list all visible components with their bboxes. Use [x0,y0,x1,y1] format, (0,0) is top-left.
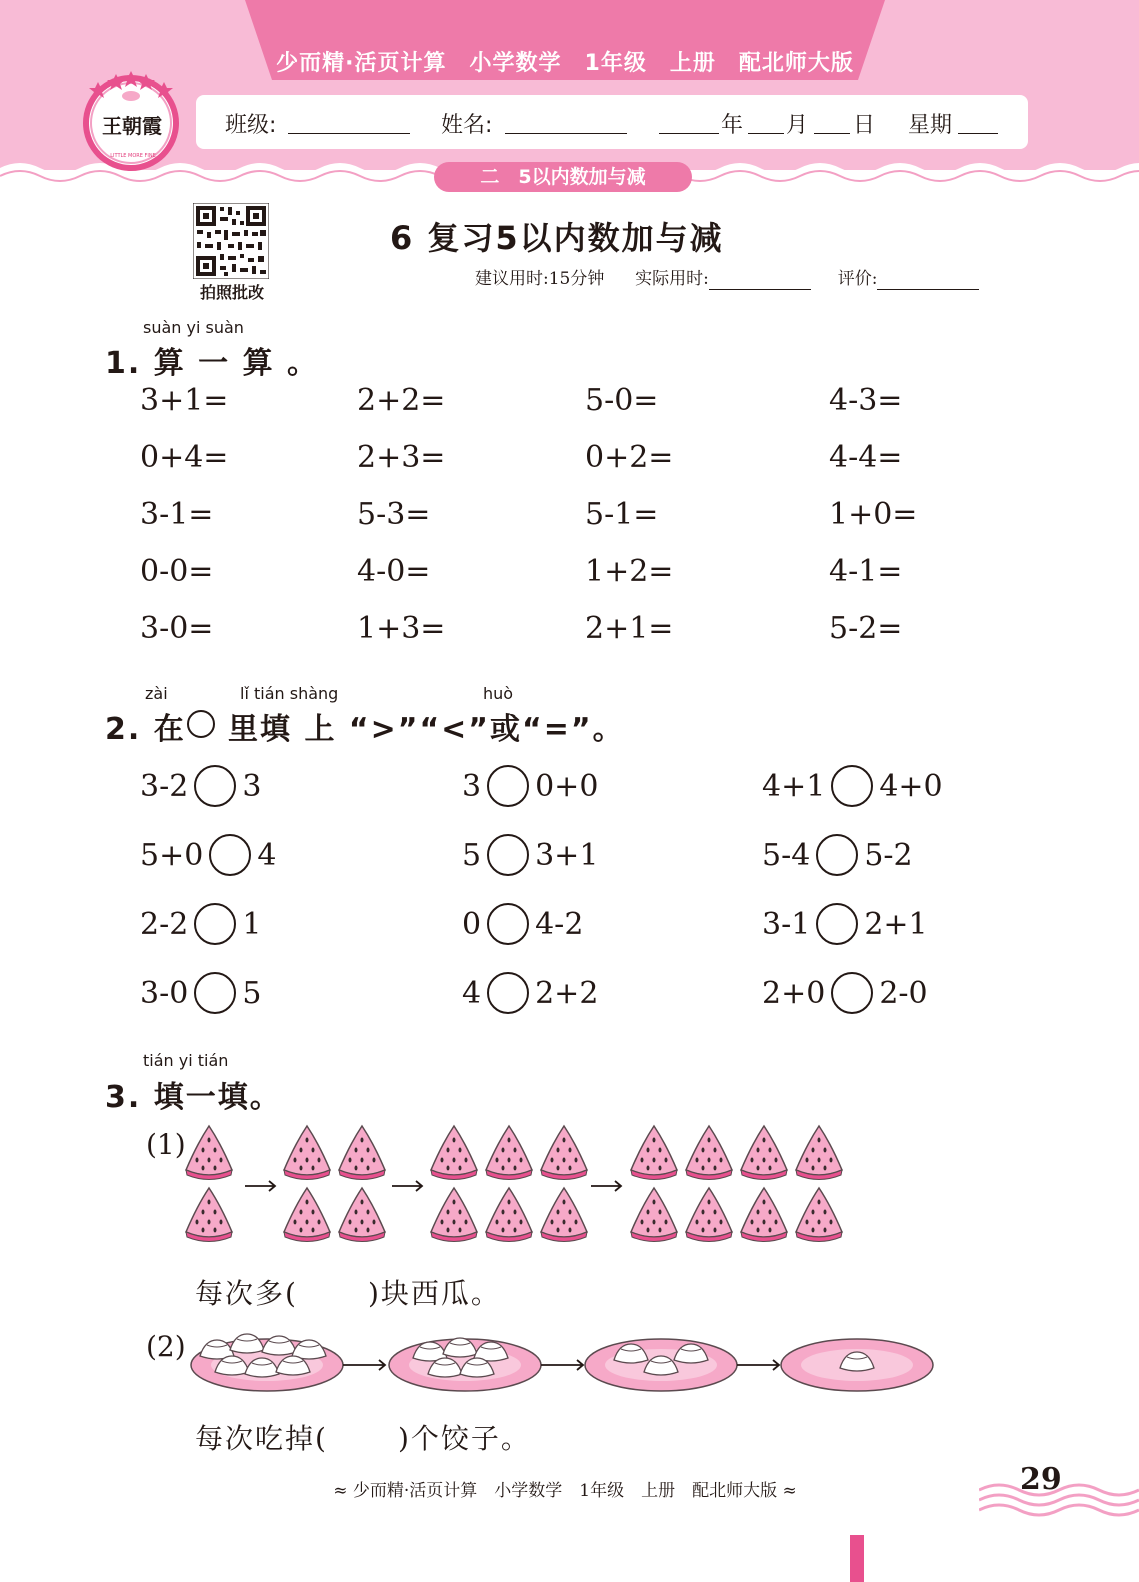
part1-sentence-b: )块西瓜。 [367,1277,501,1310]
watermelon-slice-icon [541,1188,587,1242]
section2-title-a: 2. 在 [105,712,186,747]
series-title: 少而精·活页计算 小学数学 1年级 上册 配北师大版 [276,51,854,76]
lesson-title: 6 复习5以内数加与减 [390,219,724,257]
answer-circle[interactable] [487,765,529,807]
compare-right: 4 [257,837,277,873]
comparison-item [462,900,583,948]
comparison-item [762,762,943,810]
compare-right: 2+2 [535,975,599,1011]
compare-left: 3-1 [762,906,811,942]
equation: 5-2= [829,611,903,646]
equation: 2+3= [357,440,446,475]
section2-pinyin-zai: zài [145,684,168,703]
arrow-right-icon [392,1181,422,1191]
part2-sentence [195,1417,531,1457]
equation: 4-0= [357,554,431,589]
comparison-item [462,762,598,810]
equation: 0+2= [585,440,674,475]
watermelon-slice-icon [186,1126,232,1180]
watermelon-slice-icon [796,1188,842,1242]
day-field[interactable] [814,111,850,134]
qr-code-icon[interactable] [193,203,269,279]
watermelon-slice-icon [686,1188,732,1242]
suggest-time: 建议用时:15分钟 [475,269,605,289]
compare-right: 5-2 [864,837,913,873]
watermelon-slice-icon [796,1126,842,1180]
comparison-item [762,900,928,948]
compare-left: 5-4 [762,837,811,873]
class-label: 班级: [225,113,277,138]
watermelon-slice-icon [631,1126,677,1180]
equation: 3+1= [140,383,229,418]
section1-title: 1. 算 一 算 。 [105,346,320,381]
compare-right: 2-0 [879,975,928,1011]
section1-pinyin: suàn yi suàn [143,318,244,337]
compare-right: 4-2 [535,906,584,942]
day-label: 日 [853,113,876,138]
compare-left: 4+1 [762,768,826,804]
arrow-right-icon [245,1181,275,1191]
arrow-right-icon [343,1360,385,1370]
equation: 0-0= [140,554,214,589]
name-field[interactable] [505,111,627,134]
compare-left: 0 [462,906,482,942]
circle-icon [187,710,215,738]
answer-circle[interactable] [487,834,529,876]
equation: 4-4= [829,440,903,475]
dumpling-illustration [185,1325,945,1405]
equation: 5-0= [585,383,659,418]
equation: 5-1= [585,497,659,532]
year-label: 年 [721,113,744,138]
watermelon-slice-icon [741,1126,787,1180]
comparison-item [140,900,261,948]
answer-circle[interactable] [194,903,236,945]
unit-tag: 二 5以内数加与减 [434,162,692,192]
evaluation-field[interactable] [877,269,979,290]
compare-right: 3 [242,768,262,804]
watermelon-slice-icon [284,1188,330,1242]
equation: 1+3= [357,611,446,646]
arrow-right-icon [591,1181,621,1191]
equation: 5-3= [357,497,431,532]
part2-label: (2) [146,1330,186,1363]
part1-answer-blank[interactable] [298,1277,368,1310]
weekday-field[interactable] [958,111,998,134]
compare-left: 5+0 [140,837,204,873]
compare-left: 4 [462,975,482,1011]
equation: 3-1= [140,497,214,532]
compare-right: 1 [242,906,262,942]
watermelon-slice-icon [339,1188,385,1242]
logo-subtext: LITTLE MORE FINE [110,153,156,159]
watermelon-slice-icon [541,1126,587,1180]
compare-right: 3+1 [535,837,599,873]
answer-circle[interactable] [831,765,873,807]
answer-circle[interactable] [487,972,529,1014]
comparison-item [140,762,261,810]
equation: 2+2= [357,383,446,418]
footer-text: ≈ 少而精·活页计算 小学数学 1年级 上册 配北师大版 ≈ [333,1481,797,1501]
page-edge-mark [850,1535,864,1582]
compare-left: 2+0 [762,975,826,1011]
watermelon-slice-icon [284,1126,330,1180]
compare-right: 4+0 [879,768,943,804]
actual-time-label: 实际用时: [635,269,709,289]
section3-title: 3. 填一填。 [105,1080,282,1115]
answer-circle[interactable] [831,972,873,1014]
comparison-item [140,969,261,1017]
equation: 1+0= [829,497,918,532]
compare-left: 3-0 [140,975,189,1011]
month-field[interactable] [748,111,784,134]
section2-pinyin-tian: lǐ tián shàng [240,684,339,703]
part2-sentence-a: 每次吃掉( [195,1422,328,1455]
compare-left: 3-2 [140,768,189,804]
answer-circle[interactable] [816,903,858,945]
arrow-right-icon [541,1360,583,1370]
watermelon-slice-icon [741,1188,787,1242]
logo-text: 王朝霞 [102,114,162,138]
compare-right: 2+1 [864,906,928,942]
part1-sentence-a: 每次多( [195,1277,298,1310]
arrow-right-icon [737,1360,779,1370]
comparison-item [462,831,598,879]
equation: 4-3= [829,383,903,418]
equation: 4-1= [829,554,903,589]
comparison-item [762,969,928,1017]
answer-circle[interactable] [209,834,251,876]
watermelon-slice-icon [339,1126,385,1180]
comparison-item [140,831,276,879]
watermelon-slice-icon [431,1188,477,1242]
watermelon-slice-icon [686,1126,732,1180]
part1-sentence [195,1272,501,1312]
watermelon-slice-icon [486,1126,532,1180]
equation: 3-0= [140,611,214,646]
weekday-label: 星期 [908,113,953,138]
compare-left: 5 [462,837,482,873]
qr-caption: 拍照批改 [199,283,264,302]
part1-label: (1) [146,1128,186,1161]
comparison-item [462,969,598,1017]
time-info [475,264,979,290]
dumpling-icon [230,1334,264,1353]
watermelon-slice-icon [486,1188,532,1242]
compare-left: 2-2 [140,906,189,942]
section2-pinyin-huo: huò [483,684,514,703]
page-number: 29 [1020,1462,1062,1497]
class-field[interactable] [288,111,410,134]
compare-right: 0+0 [535,768,599,804]
year-field[interactable] [659,111,719,134]
equation: 1+2= [585,554,674,589]
compare-left: 3 [462,768,482,804]
part2-sentence-b: )个饺子。 [397,1422,531,1455]
compare-right: 5 [242,975,262,1011]
section2-title-b: 里填 上 “>”“<”或“=”。 [228,712,625,747]
watermelon-slice-icon [186,1188,232,1242]
equation: 2+1= [585,611,674,646]
answer-circle[interactable] [487,903,529,945]
name-label: 姓名: [441,113,493,138]
answer-circle[interactable] [194,765,236,807]
comparison-item [762,831,913,879]
watermelon-slice-icon [431,1126,477,1180]
watermelon-illustration [185,1122,885,1252]
answer-circle[interactable] [816,834,858,876]
equation: 0+4= [140,440,229,475]
part2-answer-blank[interactable] [328,1422,398,1455]
section3-pinyin: tián yi tián [143,1051,229,1070]
answer-circle[interactable] [194,972,236,1014]
month-label: 月 [786,113,809,138]
watermelon-slice-icon [631,1188,677,1242]
evaluation-label: 评价: [837,269,878,289]
actual-time-field[interactable] [709,269,811,290]
